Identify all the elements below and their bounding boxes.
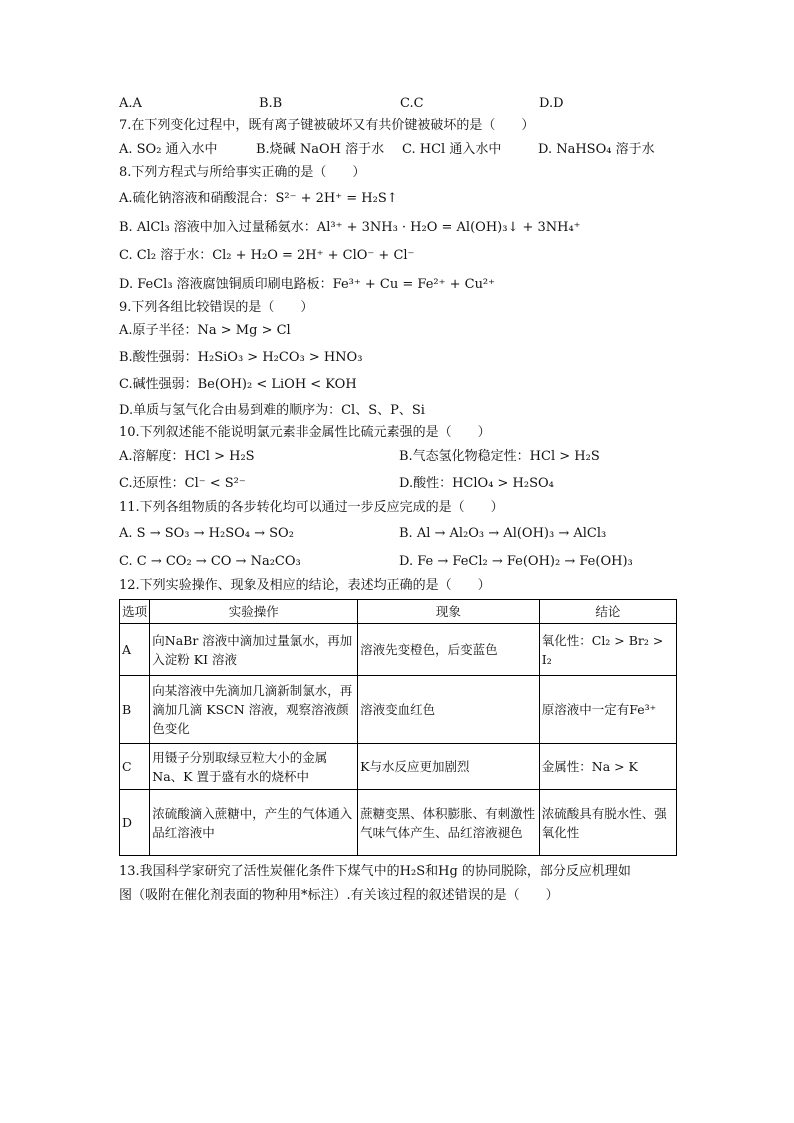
q8-stem: 8.下列方程式与所给事实正确的是（ ） bbox=[119, 165, 366, 180]
table-cell: 蔗糖变黑、体积膨胀、有刺激性气味气体产生、品红溶液褪色 bbox=[358, 790, 540, 856]
q6-option-d: D.D bbox=[539, 96, 564, 111]
table-cell: 金属性：Na > K bbox=[539, 744, 676, 790]
q6-option-b: B.B bbox=[259, 96, 283, 111]
table-cell: 溶液先变橙色，后变蓝色 bbox=[358, 624, 540, 676]
table-header-option: 选项 bbox=[120, 600, 150, 624]
q13-stem-line1: 13.我国科学家研究了活性炭催化条件下煤气中的H₂S和Hg 的协同脱除，部分反应机理如 bbox=[119, 864, 631, 879]
q9-option-a: A.原子半径：Na > Mg > Cl bbox=[119, 323, 291, 338]
q7-stem: 7.在下列变化过程中，既有离子键被破坏又有共价键被破坏的是（ ） bbox=[119, 118, 535, 133]
table-cell: B bbox=[120, 676, 150, 744]
q8-option-d: D. FeCl₃ 溶液腐蚀铜质印刷电路板：Fe³⁺ + Cu = Fe²⁺ + Cu²⁺ bbox=[119, 277, 496, 292]
q10-option-d: D.酸性：HClO₄ > H₂SO₄ bbox=[399, 476, 554, 491]
table-cell: D bbox=[120, 790, 150, 856]
table-cell: 溶液变血红色 bbox=[358, 676, 540, 744]
q11-option-a: A. S → SO₃ → H₂SO₄ → SO₂ bbox=[119, 526, 294, 541]
table-row bbox=[120, 624, 677, 676]
table-cell: 氧化性：Cl₂ > Br₂ > I₂ bbox=[539, 624, 676, 676]
q12-stem: 12.下列实验操作、现象及相应的结论，表述均正确的是（ ） bbox=[119, 578, 491, 593]
table-cell: 向某溶液中先滴加几滴新制氯水，再滴加几滴 KSCN 溶液，观察溶液颜色变化 bbox=[150, 676, 358, 744]
table-row bbox=[120, 790, 677, 856]
q8-option-c: C. Cl₂ 溶于水：Cl₂ + H₂O = 2H⁺ + ClO⁻ + Cl⁻ bbox=[119, 248, 415, 263]
q7-option-a: A. SO₂ 通入水中 bbox=[119, 142, 218, 157]
q10-stem: 10.下列叙述能不能说明氯元素非金属性比硫元素强的是（ ） bbox=[119, 425, 491, 440]
q10-option-a: A.溶解度：HCl > H₂S bbox=[119, 449, 255, 464]
table-row bbox=[120, 744, 677, 790]
q6-option-c: C.C bbox=[400, 96, 424, 111]
q6-options bbox=[119, 94, 679, 114]
table-header-row bbox=[120, 600, 677, 624]
table-cell: 向NaBr 溶液中滴加过量氯水，再加入淀粉 KI 溶液 bbox=[150, 624, 358, 676]
q7-options bbox=[119, 140, 679, 160]
table-cell: 浓硫酸滴入蔗糖中，产生的气体通入品红溶液中 bbox=[150, 790, 358, 856]
q10-options-row1 bbox=[119, 447, 679, 467]
q7-option-b: B.烧碱 NaOH 溶于水 bbox=[256, 142, 385, 157]
table-header-conclusion: 结论 bbox=[539, 600, 676, 624]
q9-option-b: B.酸性强弱：H₂SiO₃ > H₂CO₃ > HNO₃ bbox=[119, 350, 363, 365]
table-cell: K与水反应更加剧烈 bbox=[358, 744, 540, 790]
q6-option-a: A.A bbox=[119, 96, 142, 111]
table-cell: A bbox=[120, 624, 150, 676]
q8-option-b: B. AlCl₃ 溶液中加入过量稀氨水：Al³⁺ + 3NH₃ · H₂O = Al(OH)₃↓ + 3NH₄⁺ bbox=[119, 220, 581, 235]
q11-options-row2 bbox=[119, 552, 679, 572]
table-cell: C bbox=[120, 744, 150, 790]
q10-options-row2 bbox=[119, 474, 679, 494]
table-row bbox=[120, 676, 677, 744]
q11-option-d: D. Fe → FeCl₂ → Fe(OH)₂ → Fe(OH)₃ bbox=[399, 554, 633, 569]
q11-option-b: B. Al → Al₂O₃ → Al(OH)₃ → AlCl₃ bbox=[399, 526, 607, 541]
table-cell: 浓硫酸具有脱水性、强氧化性 bbox=[539, 790, 676, 856]
q10-option-b: B.气态氢化物稳定性：HCl > H₂S bbox=[399, 449, 600, 464]
q7-option-c: C. HCl 通入水中 bbox=[402, 142, 502, 157]
q9-option-d: D.单质与氢气化合由易到难的顺序为：Cl、S、P、Si bbox=[119, 403, 425, 418]
q12-table bbox=[119, 599, 677, 856]
q9-option-c: C.碱性强弱：Be(OH)₂ < LiOH < KOH bbox=[119, 377, 357, 392]
q13-stem-line2: 图（吸附在催化剂表面的物种用*标注）.有关该过程的叙述错误的是（ ） bbox=[119, 888, 559, 903]
table-header-operation: 实验操作 bbox=[150, 600, 358, 624]
q10-option-c: C.还原性：Cl⁻ < S²⁻ bbox=[119, 476, 246, 491]
q8-option-a: A.硫化钠溶液和硝酸混合：S²⁻ + 2H⁺ = H₂S↑ bbox=[119, 191, 398, 206]
table-cell: 用镊子分别取绿豆粒大小的金属Na、K 置于盛有水的烧杯中 bbox=[150, 744, 358, 790]
q7-option-d: D. NaHSO₄ 溶于水 bbox=[538, 142, 655, 157]
q11-options-row1 bbox=[119, 524, 679, 544]
q11-stem: 11.下列各组物质的各步转化均可以通过一步反应完成的是（ ） bbox=[119, 500, 504, 515]
q9-stem: 9.下列各组比较错误的是（ ） bbox=[119, 300, 314, 315]
q11-option-c: C. C → CO₂ → CO → Na₂CO₃ bbox=[119, 554, 301, 569]
table-cell: 原溶液中一定有Fe³⁺ bbox=[539, 676, 676, 744]
table-header-phenomenon: 现象 bbox=[358, 600, 540, 624]
